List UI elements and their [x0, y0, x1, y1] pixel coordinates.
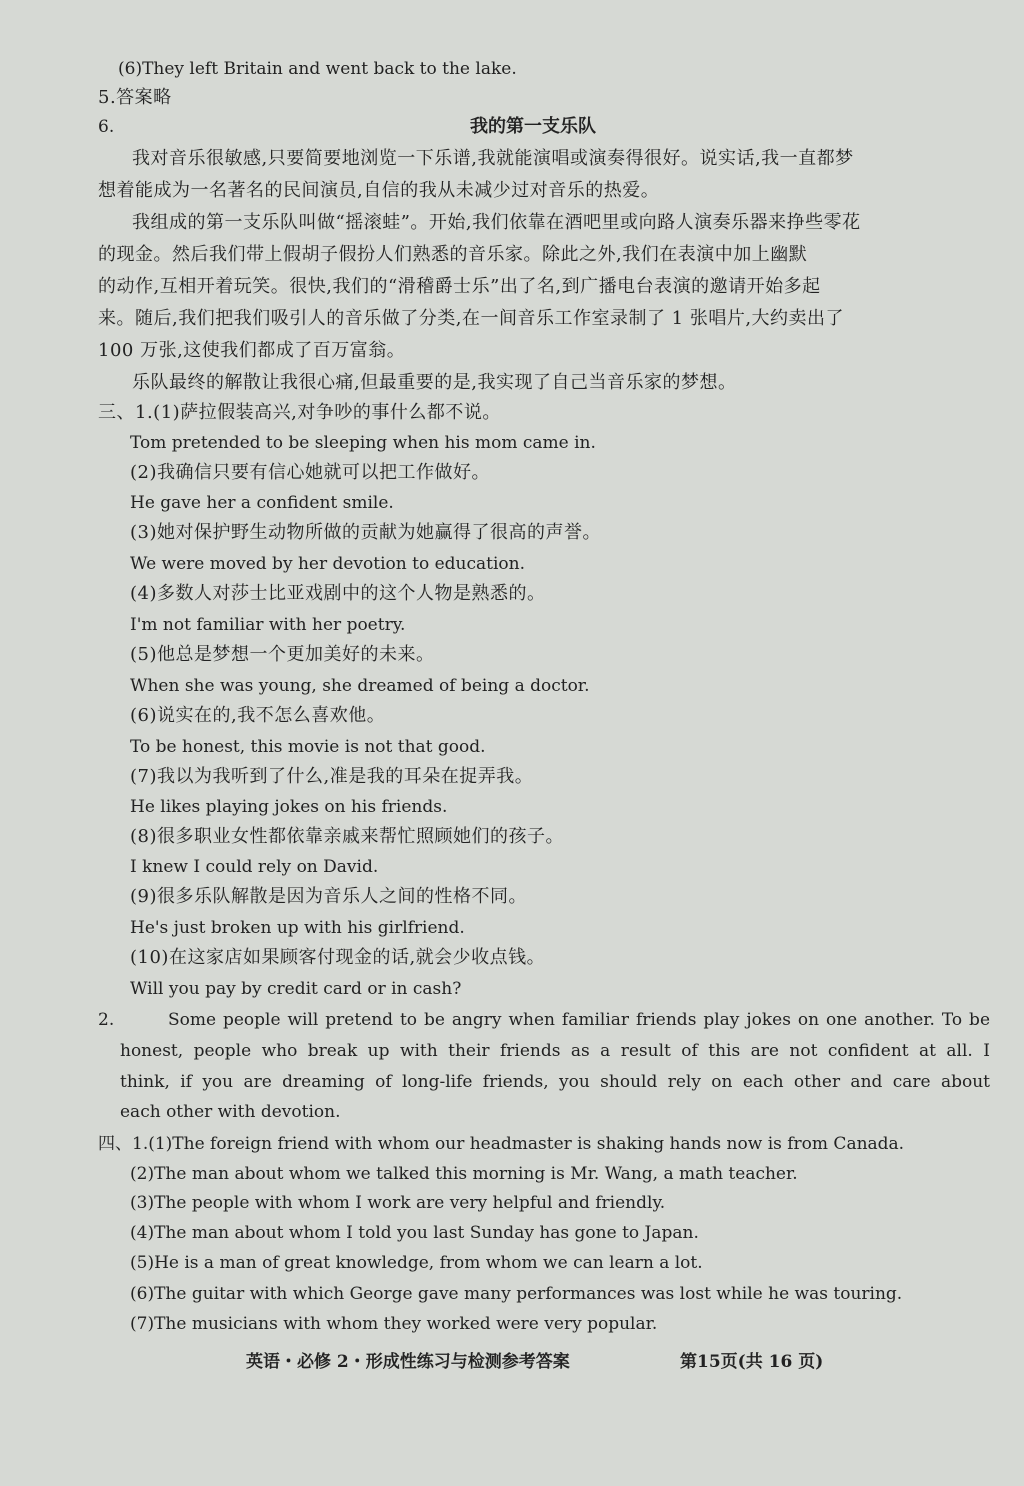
section-4-sentence: 四、1.(1)The foreign friend with whom our headmaster is shaking hands now is from Canada. [98, 1134, 905, 1154]
section-3-question: (2)我确信只要有信心她就可以把工作做好。 [130, 462, 490, 483]
item-5: 5.答案略 [98, 87, 172, 108]
section-3-question: (4)多数人对莎士比亚戏剧中的这个人物是熟悉的。 [130, 583, 546, 604]
section-3-answer: We were moved by her devotion to education. [130, 554, 526, 574]
essay-line: 的现金。然后我们带上假胡子假扮人们熟悉的音乐家。除此之外,我们在表演中加上幽默 [98, 244, 808, 265]
paragraph-line: each other with devotion. [120, 1102, 341, 1122]
essay-line: 想着能成为一名著名的民间演员,自信的我从未减少过对音乐的热爱。 [98, 180, 660, 201]
item-6-number: 6. [98, 117, 115, 137]
paragraph-line: honest, people who break up with their friends as a result of this are not confident at all. I [120, 1041, 990, 1061]
section-3-answer: When she was young, she dreamed of being a doctor. [130, 676, 590, 696]
section-3-question: (7)我以为我听到了什么,准是我的耳朵在捉弄我。 [130, 766, 534, 787]
section-3-question: (6)说实在的,我不怎么喜欢他。 [130, 705, 386, 726]
section-3-question: (10)在这家店如果顾客付现金的话,就会少收点钱。 [130, 947, 546, 968]
section-3-answer: He likes playing jokes on his friends. [130, 797, 448, 817]
paragraph-number: 2. [98, 1010, 115, 1030]
section-4-sentence: (5)He is a man of great knowledge, from whom we can learn a lot. [130, 1253, 703, 1273]
essay-line: 的动作,互相开着玩笑。很快,我们的“滑稽爵士乐”出了名,到广播电台表演的邀请开始多起 [98, 276, 821, 297]
section-3-answer: To be honest, this movie is not that good. [130, 737, 486, 757]
footer-page-number: 第15页(共 16 页) [680, 1352, 824, 1372]
section-3-answer: Will you pay by credit card or in cash? [130, 979, 462, 999]
essay-line: 100 万张,这使我们都成了百万富翁。 [98, 340, 406, 361]
section-3-answer: He gave her a confident smile. [130, 493, 394, 513]
section-3-answer: He's just broken up with his girlfriend. [130, 918, 465, 938]
section-4-sentence: (3)The people with whom I work are very helpful and friendly. [130, 1193, 666, 1213]
section-4-sentence: (7)The musicians with whom they worked were very popular. [130, 1314, 658, 1334]
footer-title: 英语・必修 2・形成性练习与检测参考答案 [246, 1352, 570, 1372]
section-3-answer: Tom pretended to be sleeping when his mom came in. [130, 433, 596, 453]
answer-line: (6)They left Britain and went back to the lake. [118, 59, 517, 79]
section-4-sentence: (2)The man about whom we talked this morning is Mr. Wang, a math teacher. [130, 1164, 798, 1184]
essay-line: 我对音乐很敏感,只要简要地浏览一下乐谱,我就能演唱或演奏得很好。说实话,我一直都梦 [132, 148, 854, 169]
section-3-question: (3)她对保护野生动物所做的贡献为她赢得了很高的声誉。 [130, 522, 601, 543]
section-3-question: (5)他总是梦想一个更加美好的未来。 [130, 644, 435, 665]
section-3-question: (9)很多乐队解散是因为音乐人之间的性格不同。 [130, 886, 527, 907]
essay-line: 我组成的第一支乐队叫做“摇滚蛙”。开始,我们依靠在酒吧里或向路人演奏乐器来挣些零花 [132, 212, 861, 233]
essay-line: 乐队最终的解散让我很心痛,但最重要的是,我实现了自己当音乐家的梦想。 [132, 372, 737, 393]
paragraph-line: Some people will pretend to be angry when familiar friends play jokes on one another. To be [168, 1010, 990, 1030]
section-3-question: (8)很多职业女性都依靠亲戚来帮忙照顾她们的孩子。 [130, 826, 564, 847]
section-3-answer: I'm not familiar with her poetry. [130, 615, 406, 635]
section-4-sentence: (6)The guitar with which George gave many performances was lost while he was touring. [130, 1284, 903, 1304]
section-3-question: 三、1.(1)萨拉假装高兴,对争吵的事什么都不说。 [98, 402, 501, 423]
essay-title: 我的第一支乐队 [470, 116, 596, 137]
section-4-sentence: (4)The man about whom I told you last Sunday has gone to Japan. [130, 1223, 699, 1243]
section-3-answer: I knew I could rely on David. [130, 857, 379, 877]
essay-line: 来。随后,我们把我们吸引人的音乐做了分类,在一间音乐工作室录制了 1 张唱片,大约卖出了 [98, 308, 845, 329]
paragraph-line: think, if you are dreaming of long-life friends, you should rely on each other and care about [120, 1072, 990, 1092]
